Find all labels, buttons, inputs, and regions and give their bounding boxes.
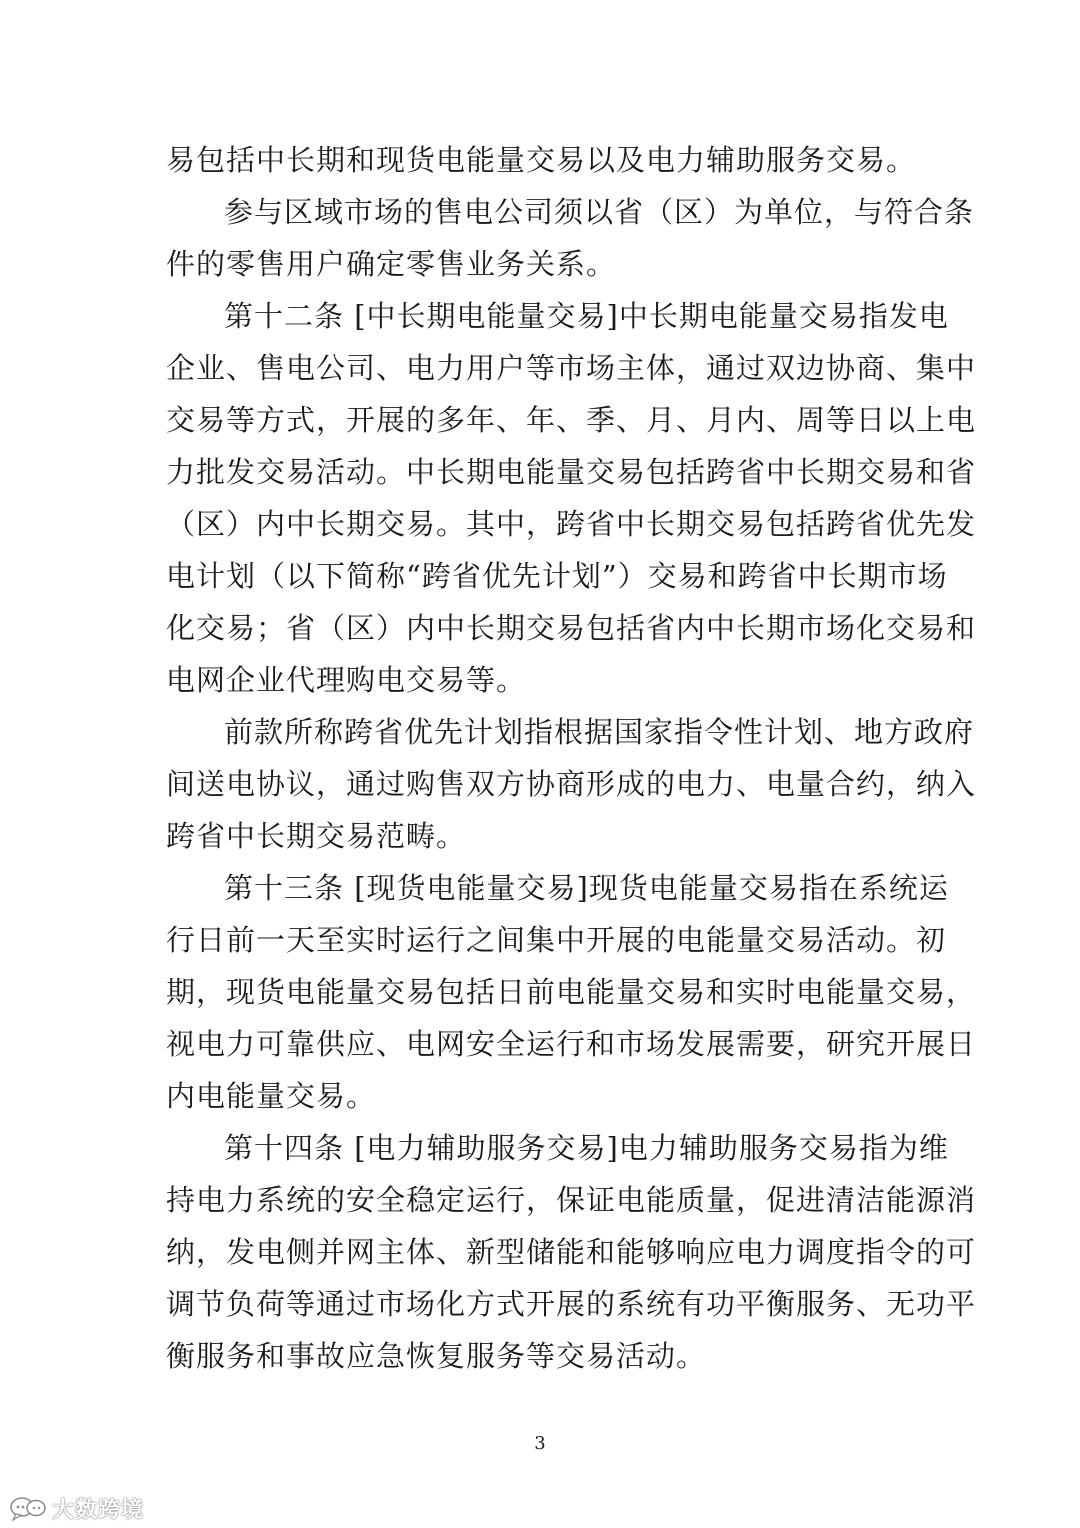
- text-line: 件的零售用户确定零售业务关系。: [166, 247, 617, 281]
- text-line: 前款所称跨省优先计划指根据国家指令性计划、地方政府: [224, 715, 975, 749]
- text-line: （区）内中长期交易。其中，跨省中长期交易包括跨省优先发: [166, 507, 977, 541]
- text-line: 参与区域市场的售电公司须以省（区）为单位，与符合条: [224, 195, 975, 229]
- text-line: 视电力可靠供应、电网安全运行和市场发展需要，研究开展日: [166, 1027, 977, 1061]
- text-line: 行日前一天至实时运行之间集中开展的电能量交易活动。初: [166, 923, 947, 957]
- text-line: 第十三条 [现货电能量交易]现货电能量交易指在系统运: [224, 871, 949, 905]
- text-line: 力批发交易活动。中长期电能量交易包括跨省中长期交易和省: [166, 455, 977, 489]
- text-line: 交易等方式，开展的多年、年、季、月、月内、周等日以上电: [166, 403, 977, 437]
- text-line: 跨省中长期交易范畴。: [166, 819, 467, 853]
- text-line: 电计划（以下简称“跨省优先计划”）交易和跨省中长期市场: [166, 559, 948, 593]
- text-line: 持电力系统的安全稳定运行，保证电能质量，促进清洁能源消: [166, 1183, 977, 1217]
- watermark: [8, 1492, 144, 1524]
- text-line: 企业、售电公司、电力用户等市场主体，通过双边协商、集中: [166, 351, 977, 385]
- text-line: 易包括中长期和现货电能量交易以及电力辅助服务交易。: [166, 143, 917, 177]
- text-line: 电网企业代理购电交易等。: [166, 663, 527, 697]
- text-line: 第十四条 [电力辅助服务交易]电力辅助服务交易指为维: [224, 1131, 949, 1165]
- page-number: 3: [534, 1433, 546, 1454]
- text-line: 第十二条 [中长期电能量交易]中长期电能量交易指发电: [224, 299, 949, 333]
- watermark-text: 大数跨境: [52, 1497, 145, 1523]
- text-line: 内电能量交易。: [166, 1079, 377, 1113]
- text-line: 化交易；省（区）内中长期交易包括省内中长期市场化交易和: [166, 611, 977, 645]
- chat-bubble-logo-icon: [8, 1494, 48, 1522]
- text-line: 调节负荷等通过市场化方式开展的系统有功平衡服务、无功平: [166, 1287, 977, 1321]
- text-line: 期，现货电能量交易包括日前电能量交易和实时电能量交易，: [166, 975, 977, 1009]
- text-line: 间送电协议，通过购售双方协商形成的电力、电量合约，纳入: [166, 767, 977, 801]
- text-line: 纳，发电侧并网主体、新型储能和能够响应电力调度指令的可: [166, 1235, 977, 1269]
- text-line: 衡服务和事故应急恢复服务等交易活动。: [166, 1339, 707, 1373]
